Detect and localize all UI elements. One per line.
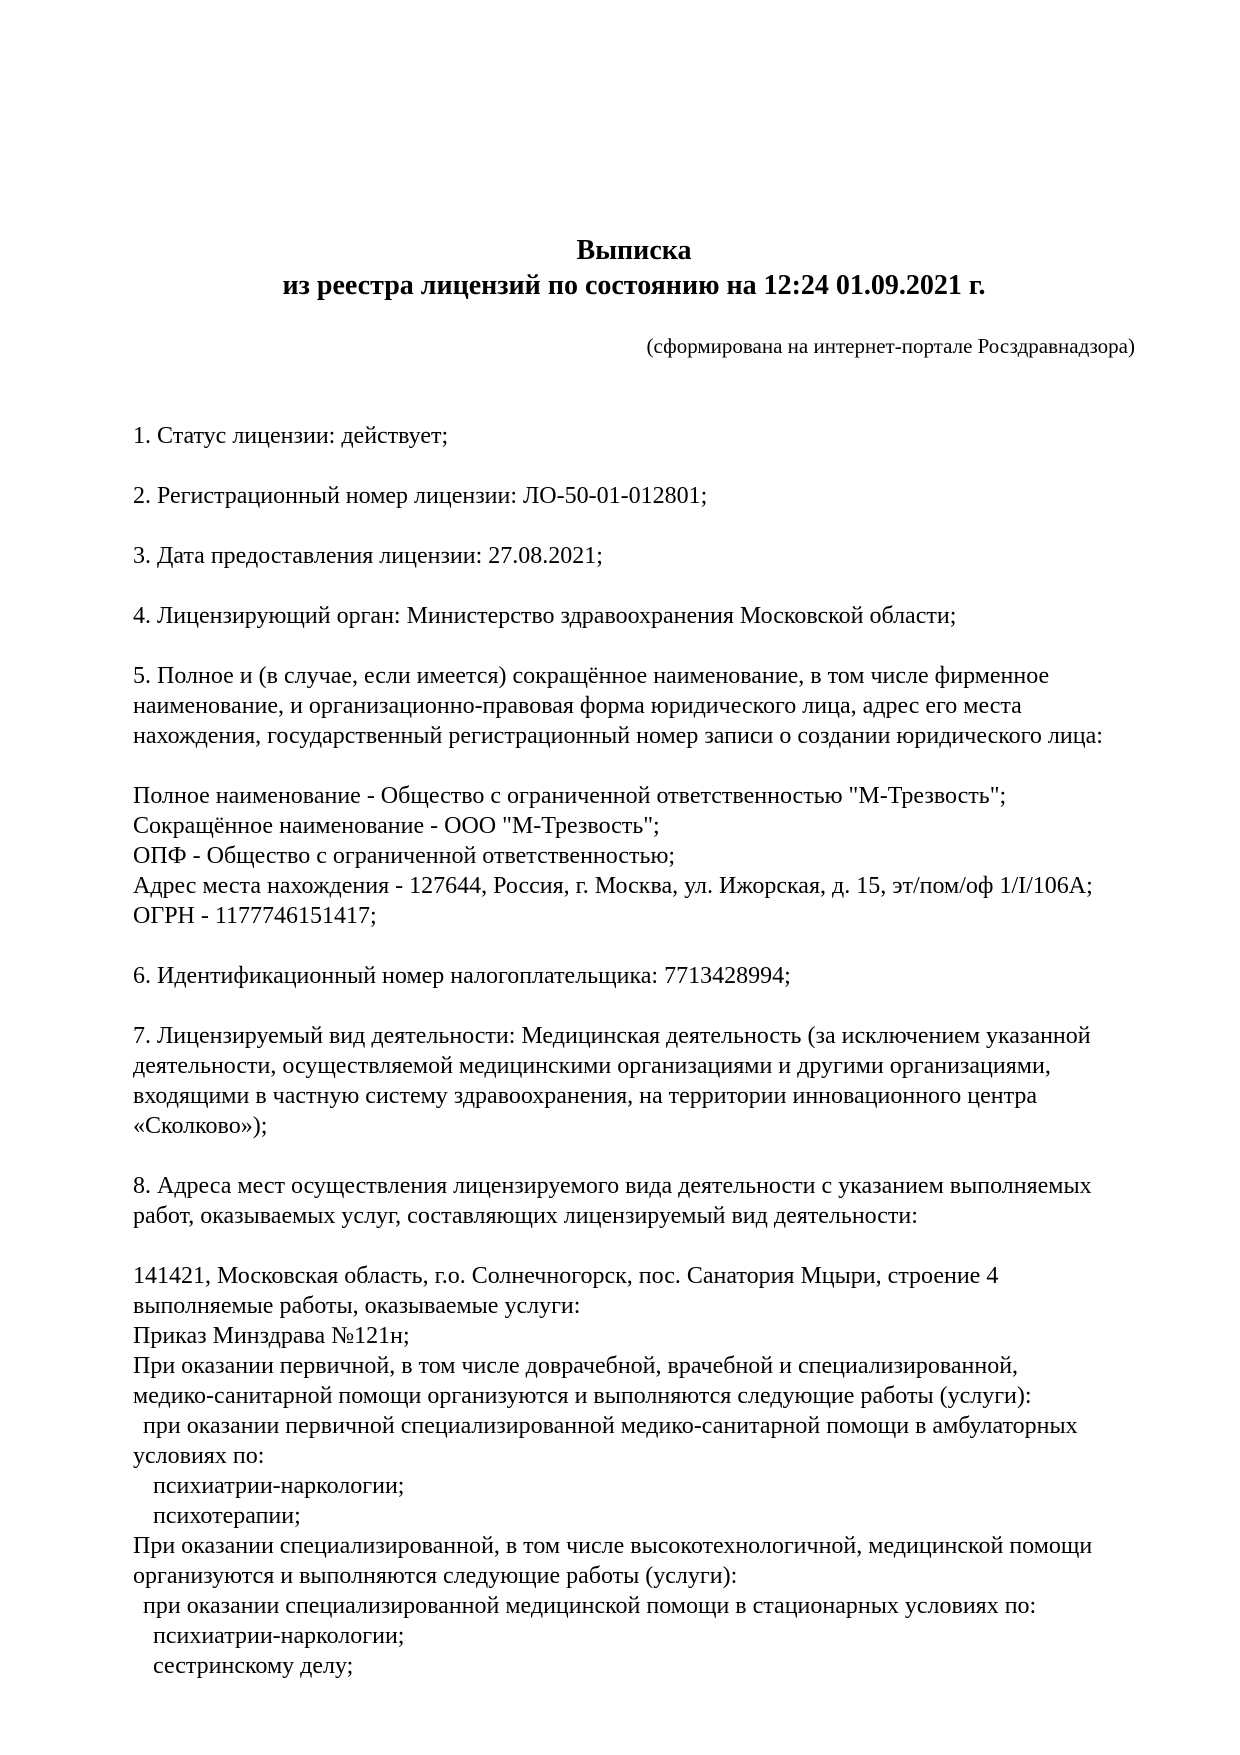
license-extract-document [133, 233, 1135, 1681]
document-line: медико-санитарной помощи организуются и выполняются следующие работы (услуги): [133, 1383, 1032, 1409]
document-line: Приказ Минздрава №121н; [133, 1323, 410, 1349]
document-block-item-8-addresses-heading [133, 1171, 1135, 1231]
document-block-item-3-grant-date [133, 541, 1135, 571]
document-block-item-7-licensed-activity [133, 1021, 1135, 1141]
document-line: выполняемые работы, оказываемые услуги: [133, 1293, 581, 1319]
document-line: психотерапии; [153, 1503, 301, 1529]
document-line: деятельности, осуществляемой медицинскими организациями и другими организациями, [133, 1053, 1051, 1079]
document-line: при оказании специализированной медицинской помощи в стационарных условиях по: [143, 1593, 1037, 1619]
document-line: входящими в частную систему здравоохранения, на территории инновационного центра [133, 1083, 1038, 1109]
document-block-item-6-taxpayer-number [133, 961, 1135, 991]
document-line: психиатрии-наркологии; [153, 1623, 405, 1649]
document-line: 3. Дата предоставления лицензии: 27.08.2021; [133, 543, 603, 569]
document-line: 4. Лицензирующий орган: Министерство здравоохранения Московской области; [133, 603, 957, 629]
document-line: психиатрии-наркологии; [153, 1473, 405, 1499]
document-block-item-8-address-works-list [133, 1261, 1135, 1681]
document-line: ОГРН - 1177746151417; [133, 903, 377, 929]
document-line: Полное наименование - Общество с ограниченной ответственностью "М-Трезвость"; [133, 783, 1007, 809]
document-line: наименование, и организационно-правовая форма юридического лица, адрес его места [133, 693, 1022, 719]
document-line: 141421, Московская область, г.о. Солнечногорск, пос. Санатория Мцыри, строение 4 [133, 1263, 999, 1289]
document-line: сестринскому делу; [153, 1653, 354, 1679]
document-line: при оказании первичной специализированной медико-санитарной помощи в амбулаторных [143, 1413, 1078, 1439]
document-title [133, 233, 1135, 303]
document-block-item-5-name-heading [133, 661, 1135, 751]
document-line: 8. Адреса мест осуществления лицензируемого вида деятельности с указанием выполняемых [133, 1173, 1092, 1199]
document-line: нахождения, государственный регистрационный номер записи о создании юридического лица: [133, 723, 1103, 749]
document-block-item-1-license-status [133, 421, 1135, 451]
document-line: При оказании специализированной, в том числе высокотехнологичной, медицинской помощи [133, 1533, 1093, 1559]
document-line: условиях по: [133, 1443, 265, 1469]
document-line: организуются и выполняются следующие работы (услуги): [133, 1563, 738, 1589]
document-block-item-2-registration-number [133, 481, 1135, 511]
document-line: 6. Идентификационный номер налогоплательщика: 7713428994; [133, 963, 791, 989]
document-line: ОПФ - Общество с ограниченной ответственностью; [133, 843, 676, 869]
document-line: 1. Статус лицензии: действует; [133, 423, 449, 449]
document-subtitle: (сформирована на интернет-портале Росздравнадзора) [646, 334, 1135, 358]
document-title-line-1: Выписка [576, 235, 692, 266]
document-line: Адрес места нахождения - 127644, Россия, г. Москва, ул. Ижорская, д. 15, эт/пом/оф 1/I/106А; [133, 873, 1093, 899]
document-title-line-2: из реестра лицензий по состоянию на 12:24 01.09.2021 г. [282, 270, 986, 301]
document-line: 7. Лицензируемый вид деятельности: Медицинская деятельность (за исключением указанной [133, 1023, 1091, 1049]
document-line: «Сколково»); [133, 1113, 268, 1139]
document-body [133, 421, 1135, 1681]
document-line: 5. Полное и (в случае, если имеется) сокращённое наименование, в том числе фирменное [133, 663, 1050, 689]
document-line: Сокращённое наименование - ООО "М-Трезвость"; [133, 813, 660, 839]
document-line: 2. Регистрационный номер лицензии: ЛО-50-01-012801; [133, 483, 708, 509]
document-line: При оказании первичной, в том числе доврачебной, врачебной и специализированной, [133, 1353, 1019, 1379]
document-block-item-4-licensing-authority [133, 601, 1135, 631]
document-line: работ, оказываемых услуг, составляющих лицензируемый вид деятельности: [133, 1203, 918, 1229]
document-block-item-5-organization-details [133, 781, 1135, 931]
